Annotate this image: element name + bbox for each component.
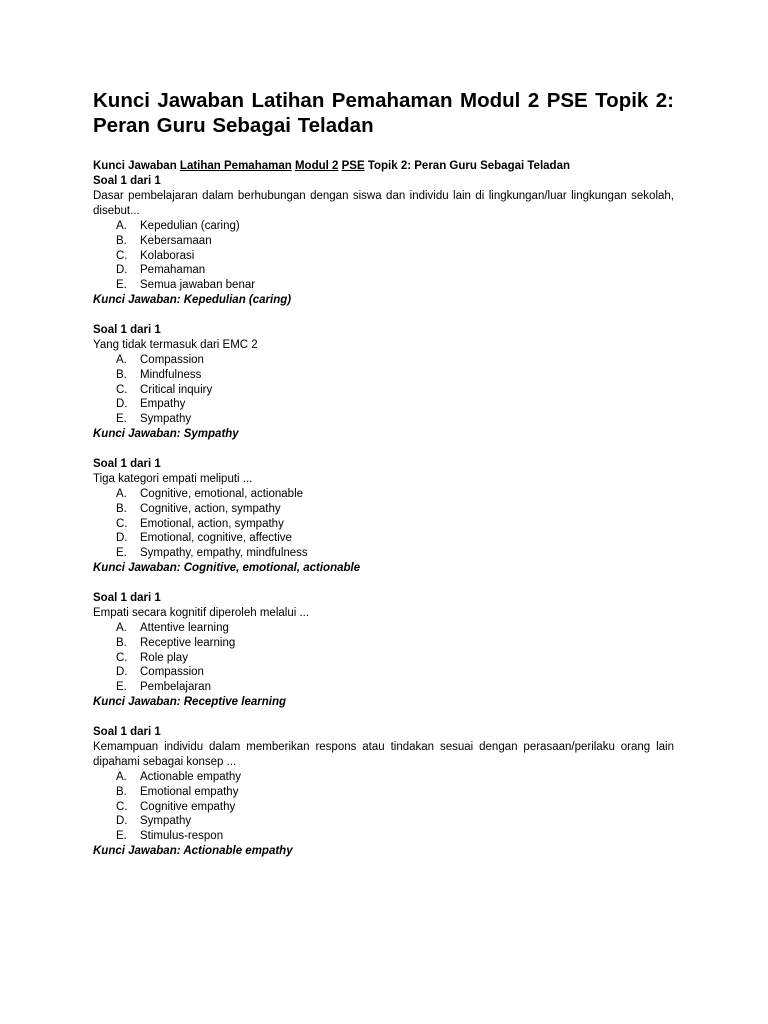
document-subtitle	[93, 159, 674, 174]
subtitle-part: Topik 2: Peran Guru Sebagai Teladan	[364, 160, 570, 172]
question-text: Tiga kategori empati meliputi ...	[93, 472, 253, 485]
option-letter: B.	[116, 368, 127, 381]
option-letter: C.	[116, 651, 128, 664]
option-item	[93, 814, 674, 829]
question-list	[93, 174, 674, 859]
option-text: Mindfulness	[140, 368, 202, 381]
option-letter: E.	[116, 830, 127, 843]
option-letter: E.	[116, 547, 127, 560]
question-label: Soal 1 dari 1	[93, 591, 161, 604]
option-item	[93, 680, 674, 695]
option-letter: E.	[116, 279, 127, 292]
option-item	[93, 800, 674, 815]
option-item	[93, 517, 674, 532]
subtitle-underlined-part: PSE	[341, 160, 365, 172]
option-letter: B.	[116, 502, 127, 515]
option-text: Stimulus-respon	[140, 830, 224, 843]
option-item	[93, 487, 674, 502]
question-block	[93, 591, 674, 710]
option-list	[93, 621, 674, 695]
option-item	[93, 770, 674, 785]
option-item	[93, 383, 674, 398]
option-item	[93, 219, 674, 234]
question-label: Soal 1 dari 1	[93, 725, 161, 738]
option-text: Role play	[140, 651, 188, 664]
question-block	[93, 323, 674, 442]
answer-key: Kunci Jawaban: Cognitive, emotional, actionable	[93, 561, 361, 574]
option-item	[93, 368, 674, 383]
option-item	[93, 278, 674, 293]
option-letter: D.	[116, 264, 128, 277]
question-label: Soal 1 dari 1	[93, 457, 161, 470]
option-item	[93, 397, 674, 412]
option-item	[93, 234, 674, 249]
option-letter: D.	[116, 532, 128, 545]
option-item	[93, 636, 674, 651]
option-letter: A.	[116, 487, 127, 500]
option-item	[93, 412, 674, 427]
question-block	[93, 725, 674, 859]
answer-key: Kunci Jawaban: Sympathy	[93, 427, 239, 440]
option-text: Pemahaman	[140, 264, 206, 277]
option-text: Compassion	[140, 666, 204, 679]
answer-key: Kunci Jawaban: Receptive learning	[93, 695, 287, 708]
option-text: Sympathy	[140, 815, 192, 828]
option-item	[93, 621, 674, 636]
answer-key: Kunci Jawaban: Kepedulian (caring)	[93, 293, 292, 306]
option-item	[93, 531, 674, 546]
question-text: Empati secara kognitif diperoleh melalui ...	[93, 606, 310, 619]
question-text: Dasar pembelajaran dalam berhubungan dengan siswa dan individu lain di lingkungan/luar lingkungan sekolah, disebut...	[93, 190, 674, 217]
option-letter: C.	[116, 249, 128, 262]
option-item	[93, 665, 674, 680]
option-item	[93, 829, 674, 844]
option-list	[93, 487, 674, 561]
option-letter: C.	[116, 800, 128, 813]
option-letter: D.	[116, 398, 128, 411]
option-letter: E.	[116, 681, 127, 694]
option-item	[93, 249, 674, 264]
subtitle-part: Kunci Jawaban	[93, 160, 180, 172]
option-text: Semua jawaban benar	[140, 279, 256, 292]
option-text: Kolaborasi	[140, 249, 195, 262]
option-text: Receptive learning	[140, 636, 236, 649]
option-letter: B.	[116, 234, 127, 247]
option-list	[93, 219, 674, 293]
option-item	[93, 651, 674, 666]
option-letter: C.	[116, 383, 128, 396]
document-title: Kunci Jawaban Latihan Pemahaman Modul 2 PSE Topik 2: Peran Guru Sebagai Teladan	[93, 89, 674, 137]
option-item	[93, 353, 674, 368]
option-item	[93, 785, 674, 800]
question-block	[93, 457, 674, 576]
option-text: Empathy	[140, 398, 186, 411]
option-item	[93, 502, 674, 517]
question-text: Yang tidak termasuk dari EMC 2	[93, 338, 258, 351]
option-text: Cognitive, action, sympathy	[140, 502, 281, 515]
subtitle-underlined-part: Modul 2	[294, 160, 339, 172]
option-letter: B.	[116, 636, 127, 649]
option-text: Kebersamaan	[140, 234, 212, 247]
option-letter: C.	[116, 517, 128, 530]
question-label: Soal 1 dari 1	[93, 323, 161, 336]
option-text: Emotional, action, sympathy	[140, 517, 284, 530]
answer-key: Kunci Jawaban: Actionable empathy	[93, 844, 293, 857]
option-text: Sympathy, empathy, mindfulness	[140, 547, 308, 560]
option-letter: A.	[116, 621, 127, 634]
option-item	[93, 263, 674, 278]
option-text: Kepedulian (caring)	[140, 220, 240, 232]
option-letter: A.	[116, 770, 127, 783]
option-letter: A.	[116, 353, 127, 366]
option-text: Emotional, cognitive, affective	[140, 532, 292, 545]
option-letter: D.	[116, 815, 128, 828]
option-list	[93, 353, 674, 427]
question-block	[93, 174, 674, 308]
option-text: Compassion	[140, 353, 204, 366]
option-letter: D.	[116, 666, 128, 679]
option-text: Attentive learning	[140, 621, 229, 634]
option-text: Cognitive, emotional, actionable	[140, 487, 304, 500]
option-text: Cognitive empathy	[140, 800, 236, 813]
option-letter: B.	[116, 785, 127, 798]
option-list	[93, 770, 674, 844]
option-text: Sympathy	[140, 413, 192, 426]
question-label: Soal 1 dari 1	[93, 175, 161, 187]
option-item	[93, 546, 674, 561]
question-text: Kemampuan individu dalam memberikan respons atau tindakan sesuai dengan perasaan/perilaku orang lain dipahami sebagai konsep ...	[93, 740, 674, 768]
option-text: Pembelajaran	[140, 681, 211, 694]
option-text: Actionable empathy	[140, 770, 242, 783]
option-text: Critical inquiry	[140, 383, 213, 396]
option-letter: E.	[116, 413, 127, 426]
option-text: Emotional empathy	[140, 785, 239, 798]
option-letter: A.	[116, 220, 127, 232]
subtitle-underlined-part: Latihan Pemahaman	[179, 160, 292, 172]
